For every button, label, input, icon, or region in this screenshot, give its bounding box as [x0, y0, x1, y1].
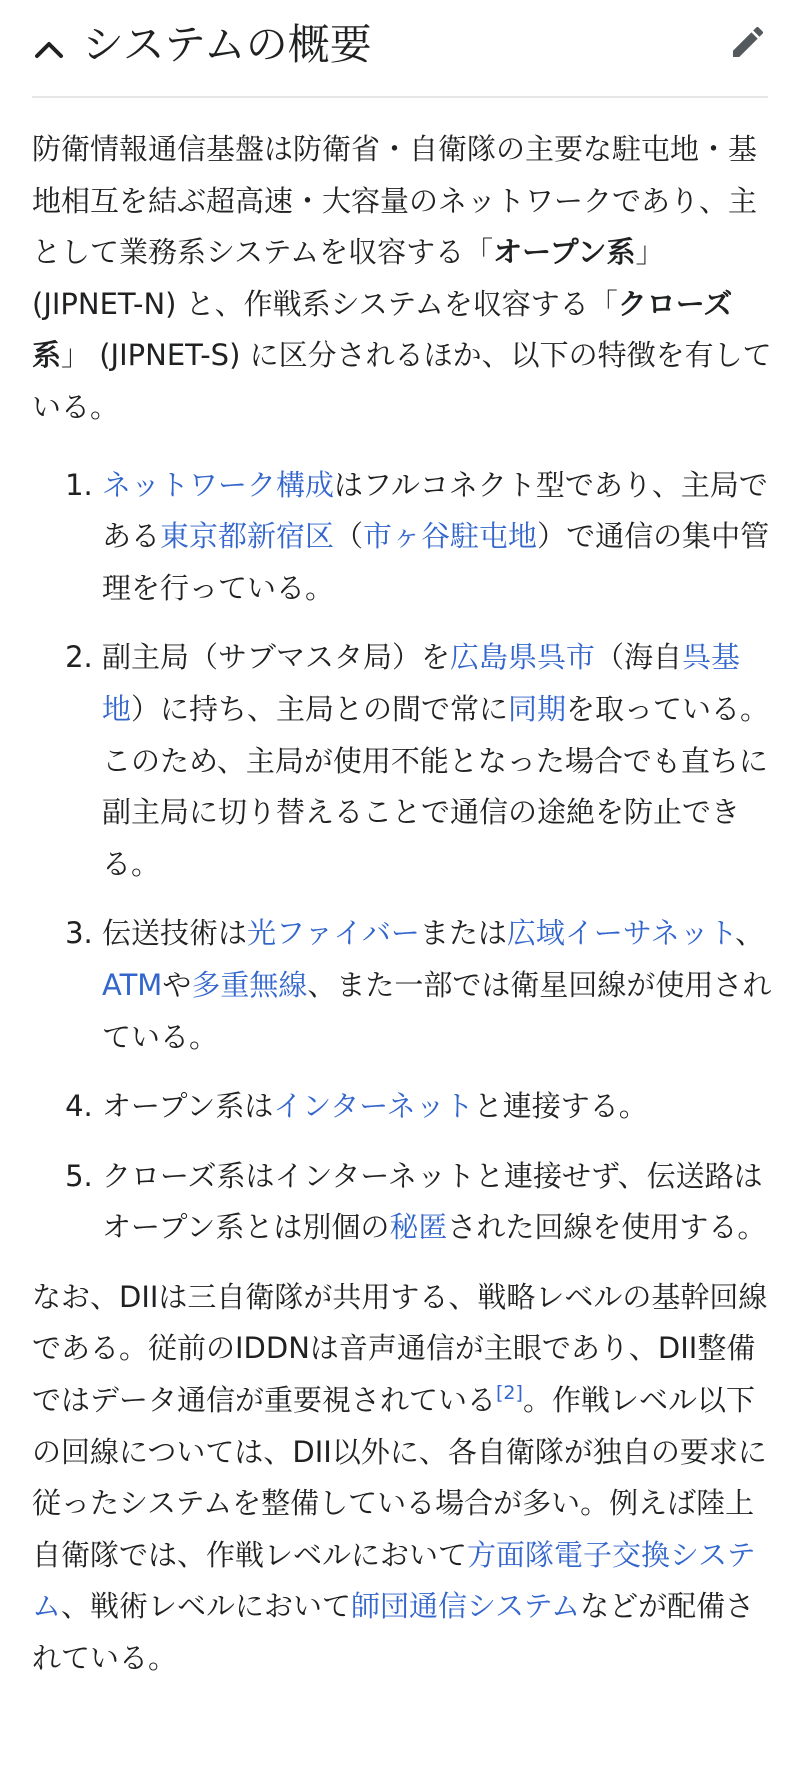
outro-text: 、戦術レベルにおいて — [61, 1589, 352, 1624]
link-ichigaya[interactable]: 市ヶ谷駐屯地 — [363, 519, 538, 554]
list-item — [102, 460, 772, 615]
item-text: または — [419, 916, 507, 951]
link-shinjuku[interactable]: 東京都新宿区 — [160, 519, 335, 554]
intro-text: 」 (JIPNET-S) に区分されるほか、以下の特徴を有している。 — [32, 338, 772, 424]
link-multiplex-radio[interactable]: 多重無線 — [191, 967, 308, 1002]
item-text: された回線を使用する。 — [447, 1210, 767, 1245]
list-item — [102, 1151, 772, 1254]
reference-marker[interactable] — [496, 1382, 523, 1404]
intro-text: 防衛情報通信基盤は防衛省・自衛隊の主要な駐屯地・基地相互を結ぶ超高速・大容量のネットワークであり、主として業務系システムを収容する「 — [32, 132, 758, 270]
list-item — [102, 1081, 772, 1133]
link-kure-city[interactable]: 広島県呉市 — [450, 640, 596, 675]
link-internet[interactable]: インターネット — [273, 1089, 474, 1124]
item-text: クローズ系はインターネットと連接せず、伝送路はオープン系とは別個の — [102, 1158, 763, 1245]
item-text: や — [162, 967, 192, 1002]
item-text: オープン系は — [102, 1089, 274, 1124]
item-text: を取っている。このため、主局が使用不能となった場合でも直ちに副主局に切り替えることで通信の途絶を防止できる。 — [102, 691, 770, 881]
item-text: 、 — [735, 916, 765, 951]
open-system-term: オープン系 — [493, 235, 636, 270]
link-wide-area-ethernet[interactable]: 広域イーサネット — [506, 916, 736, 951]
link-optical-fiber[interactable]: 光ファイバー — [247, 916, 420, 951]
link-atm[interactable]: ATM — [102, 967, 163, 1002]
link-network-topology[interactable]: ネットワーク構成 — [102, 467, 335, 502]
item-text: ）で通信の集中管理を行っている。 — [102, 519, 770, 605]
link-division-comm-system[interactable]: 師団通信システム — [351, 1589, 581, 1624]
link-army-electronic-exchange[interactable]: 方面隊電子交換システム — [32, 1537, 756, 1624]
item-text: 、また一部では衛星回線が使用されている。 — [102, 967, 772, 1054]
outro-text: 。作戦レベル以下の回線については、DII以外に、各自衛隊が独自の要求に従ったシステムを整備している場合が多い。例えば陸上自衛隊では、作戦レベルにおいて — [32, 1383, 767, 1572]
pencil-icon[interactable] — [728, 22, 768, 62]
section-header[interactable] — [32, 8, 768, 98]
section-title: システムの概要 — [82, 20, 372, 69]
link-kure-base[interactable]: 呉基地 — [102, 640, 741, 726]
item-text: （海自 — [595, 640, 683, 675]
list-item — [102, 632, 772, 890]
item-text: 副主局（サブマスタ局）を — [102, 640, 451, 675]
intro-text: 」 (JIPNET-N) と、作戦系システムを収容する「 — [32, 235, 665, 321]
feature-list — [32, 460, 772, 1254]
link-secrecy[interactable]: 秘匿 — [389, 1210, 448, 1245]
chevron-up-icon[interactable] — [32, 32, 66, 66]
reference-link[interactable]: [2] — [496, 1382, 523, 1405]
closed-system-term: クローズ系 — [32, 286, 733, 373]
outro-text: なお、DIIは三自衛隊が共用する、戦略レベルの基幹回線である。従前のIDDNは音声通信が主眼であり、DII整備ではデータ通信が重要視されている — [32, 1279, 768, 1418]
list-item — [102, 908, 772, 1063]
item-text: と連接する。 — [473, 1089, 648, 1124]
section-content — [32, 124, 772, 1685]
item-text: ）に持ち、主局との間で常に — [131, 691, 509, 726]
link-synchronization[interactable]: 同期 — [508, 691, 567, 726]
item-text: （ — [334, 519, 364, 554]
item-text: 伝送技術は — [102, 916, 248, 951]
item-text: はフルコネクト型であり、主局である — [102, 467, 768, 554]
outro-paragraph — [32, 1272, 772, 1685]
outro-text: などが配備されている。 — [32, 1589, 755, 1676]
intro-paragraph — [32, 124, 772, 434]
